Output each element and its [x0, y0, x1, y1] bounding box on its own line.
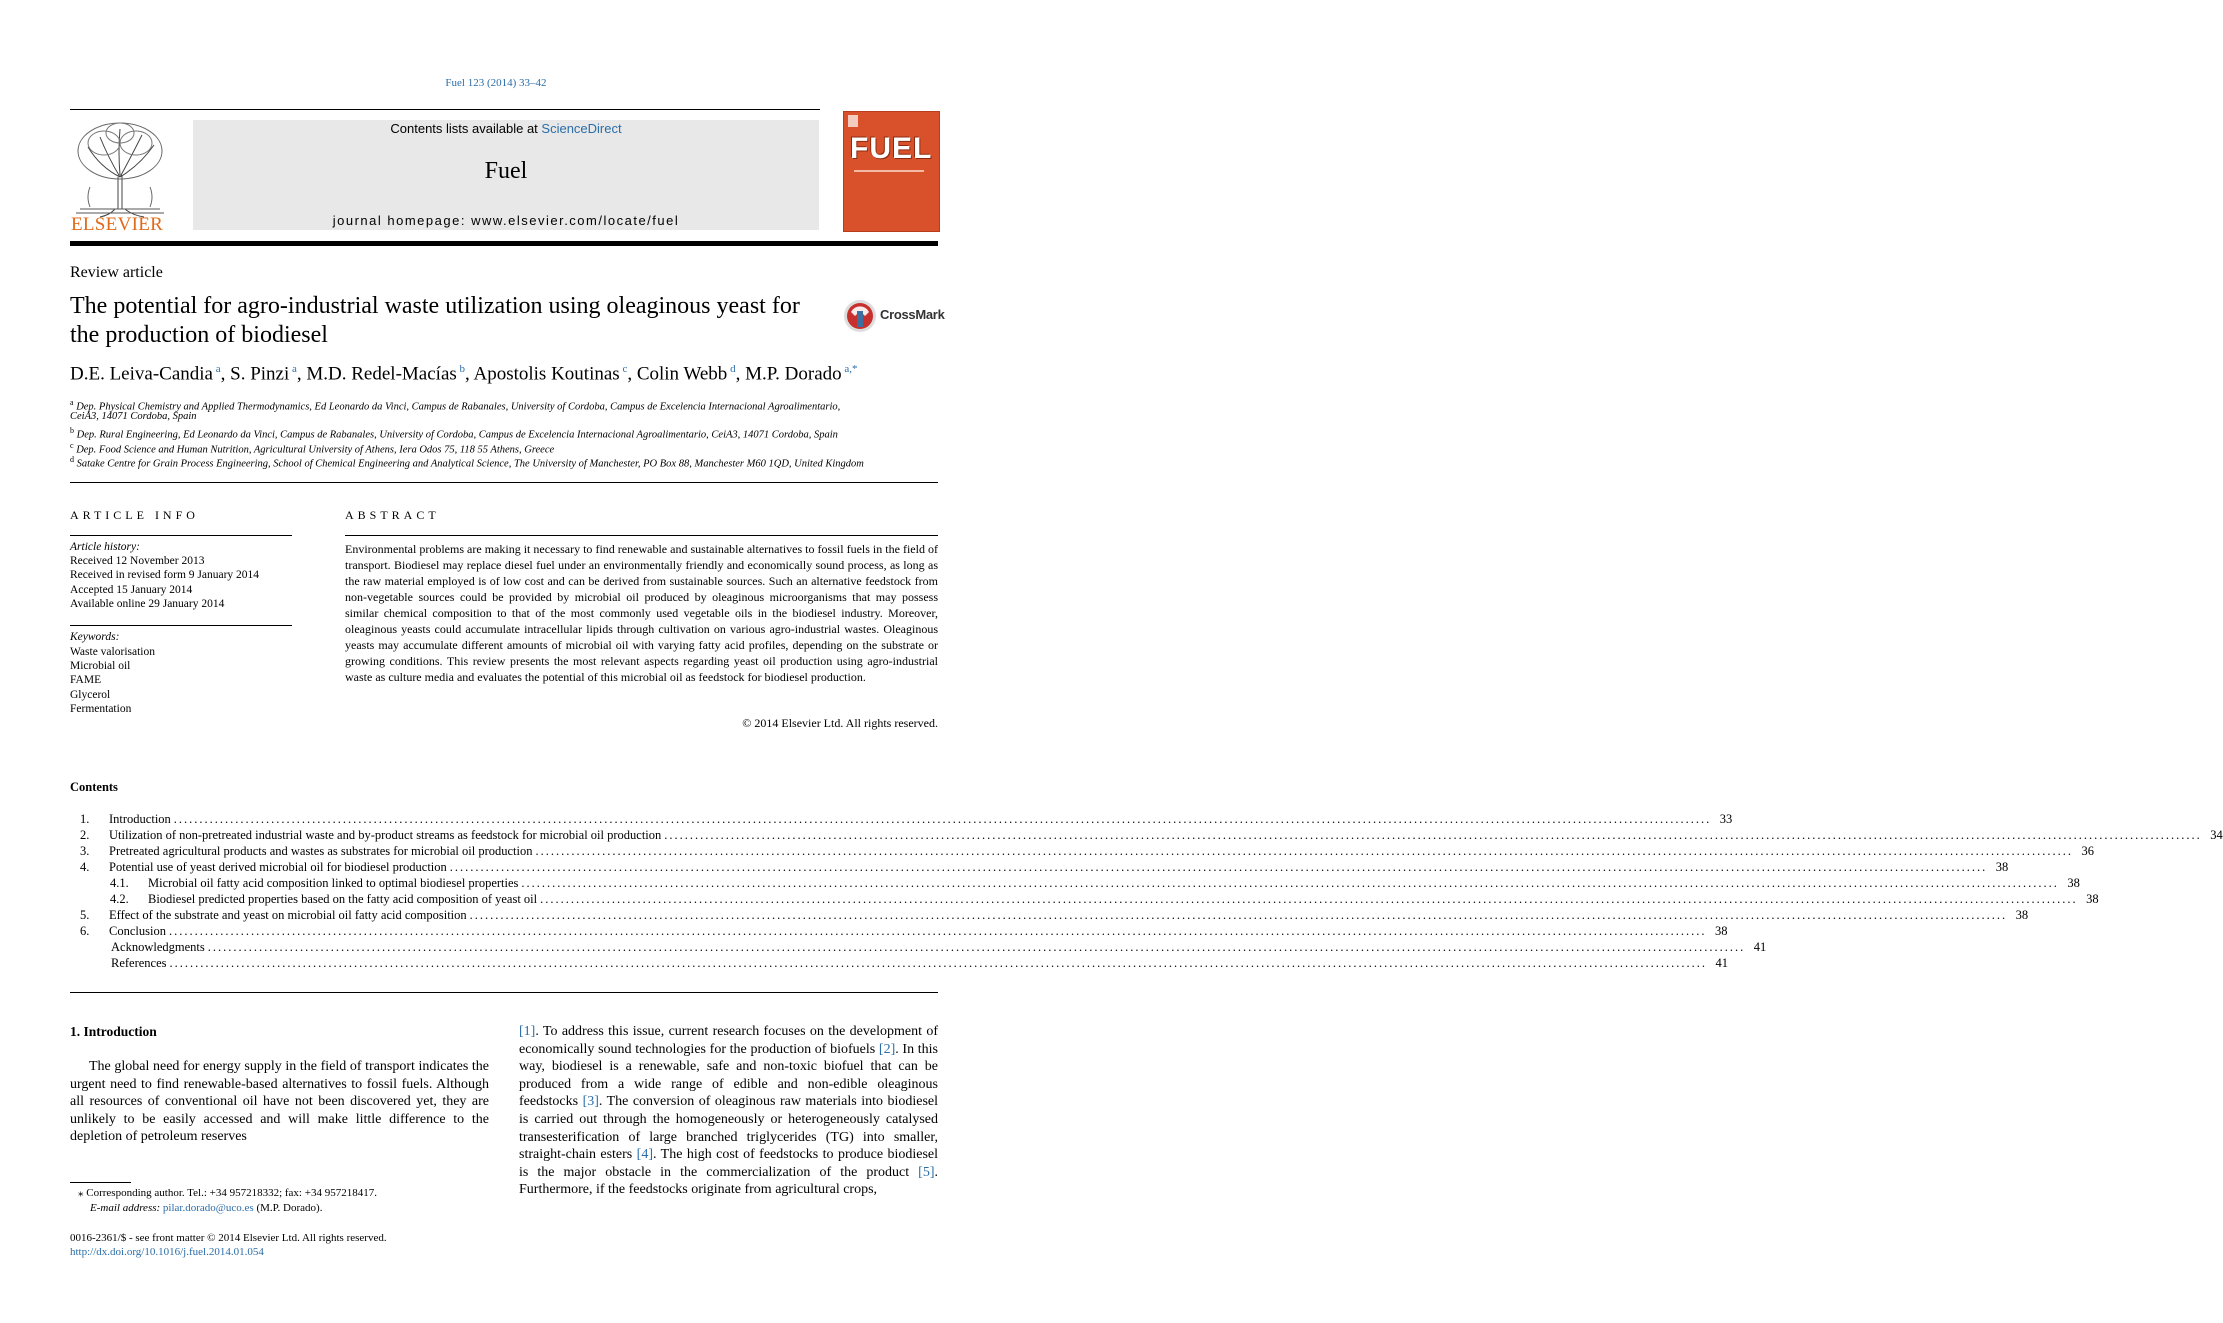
contents-prefix: Contents lists available at: [390, 121, 542, 136]
article-type: Review article: [70, 264, 163, 281]
abstract-heading: ABSTRACT: [345, 508, 440, 522]
toc-entry[interactable]: [70, 940, 1767, 956]
toc-label[interactable]: Effect of the substrate and yeast on microbial oil fatty acid composition: [109, 908, 467, 922]
toc-leader-dots: ............................................................................................................................................................................................................................................................................................................: [535, 844, 2073, 858]
toc-number: 6.: [80, 924, 90, 938]
history-received: Received 12 November 2013: [70, 555, 205, 567]
journal-homepage: [193, 213, 819, 228]
article-title: The potential for agro-industrial waste utilization using oleaginous yeast for the production of biodiesel: [70, 293, 800, 348]
email-note: [90, 1201, 322, 1216]
toc-entry[interactable]: [70, 860, 2009, 876]
toc-leader-dots: ............................................................................................................................................................................................................................................................................................................: [168, 924, 1707, 938]
divider: [345, 535, 938, 536]
elsevier-wordmark: ELSEVIER: [71, 214, 164, 235]
toc-number: 1.: [80, 812, 90, 826]
body-text: . Furthermore, if the feedstocks originate from agricultural crops,: [519, 1164, 938, 1198]
history-online: Available online 29 January 2014: [70, 598, 225, 610]
toc-page-number: 41: [1753, 940, 1767, 954]
article-history-label: Article history:: [70, 541, 140, 553]
footnote-divider: [70, 1182, 131, 1183]
author-name: M.D. Redel-Macías: [306, 363, 457, 385]
cover-subtitle-line: [854, 170, 924, 172]
toc-number: 5.: [80, 908, 90, 922]
email-link[interactable]: pilar.dorado@uco.es: [162, 1202, 254, 1214]
toc-page-number: 38: [2086, 892, 2099, 906]
corresponding-author-note: [78, 1186, 377, 1201]
toc-label[interactable]: Introduction: [109, 812, 171, 826]
elsevier-logo[interactable]: [70, 117, 172, 235]
affiliation-marker: a: [70, 398, 74, 407]
author-name: Apostolis Koutinas: [473, 363, 620, 385]
toc-label[interactable]: Conclusion: [109, 924, 166, 938]
keyword: Fermentation: [70, 703, 132, 715]
affiliation-marker: d: [70, 455, 74, 464]
toc-leader-dots: ............................................................................................................................................................................................................................................................................................................: [207, 940, 1746, 954]
keyword: FAME: [70, 674, 102, 686]
toc-page-number: 41: [1715, 956, 1729, 970]
affiliation-marker: c: [70, 441, 74, 450]
toc-entry[interactable]: [70, 844, 2094, 860]
toc-label[interactable]: Microbial oil fatty acid composition linked to optimal biodiesel properties: [148, 876, 519, 890]
email-suffix: (M.P. Dorado).: [253, 1202, 323, 1214]
author-affiliation-link[interactable]: a: [289, 363, 297, 375]
corresponding-text: Corresponding author. Tel.: +34 957218332; fax: +34 957218417.: [86, 1187, 377, 1199]
affiliation-text: CeiA3, 14071 Cordoba, Spain: [70, 411, 197, 422]
divider: [70, 625, 292, 626]
toc-label[interactable]: Potential use of yeast derived microbial oil for biodiesel production: [109, 860, 447, 874]
divider: [70, 482, 938, 483]
affiliation-d: [70, 453, 940, 472]
toc-leader-dots: ............................................................................................................................................................................................................................................................................................................: [169, 956, 1708, 970]
toc-label[interactable]: Pretreated agricultural products and wastes as substrates for microbial oil production: [109, 844, 533, 858]
author-affiliation-link[interactable]: d: [727, 363, 736, 375]
author-affiliation-link[interactable]: b: [456, 363, 466, 375]
email-label: E-mail address:: [90, 1202, 163, 1214]
toc-page-number: 38: [2067, 876, 2080, 890]
body-paragraph-left: The global need for energy supply in the field of transport indicates the urgent need to find renewable-based alternatives to fossil fuels. Although all resources of conventional oil have not been discovered yet, they are unlikely to be easily accessed and will make little difference to the depletion of petroleum reserves: [70, 1059, 489, 1145]
copyright-notice: © 2014 Elsevier Ltd. All rights reserved.: [742, 716, 938, 730]
toc-leader-dots: ............................................................................................................................................................................................................................................................................................................: [173, 812, 1712, 826]
toc-entry[interactable]: [70, 812, 1733, 828]
toc-entry[interactable]: [70, 956, 1729, 972]
contents-heading: Contents: [70, 780, 118, 794]
keywords-label: Keywords:: [70, 631, 120, 643]
journal-citation[interactable]: Fuel 123 (2014) 33–42: [445, 77, 547, 89]
toc-label[interactable]: Utilization of non-pretreated industrial waste and by-product streams as feedstock for microbial oil production: [109, 828, 662, 842]
cover-badge: [848, 115, 858, 127]
toc-leader-dots: ............................................................................................................................................................................................................................................................................................................: [521, 876, 2059, 890]
author-affiliation-link[interactable]: a,*: [841, 363, 858, 375]
toc-page-number: 38: [1714, 924, 1728, 938]
toc-page-number: 33: [1719, 812, 1733, 826]
toc-number: 4.1.: [110, 876, 129, 890]
homepage-url-link[interactable]: www.elsevier.com/locate/fuel: [471, 213, 680, 228]
history-revised: Received in revised form 9 January 2014: [70, 569, 260, 581]
citation-link[interactable]: [4]: [636, 1147, 653, 1163]
sciencedirect-link[interactable]: ScienceDirect: [541, 121, 622, 136]
toc-label[interactable]: References: [111, 956, 167, 970]
affiliation-text: Dep. Food Science and Human Nutrition, Agricultural University of Athens, Iera Odos 75, 118 55 Athens, Greece: [76, 444, 555, 456]
toc-page-number: 36: [2081, 844, 2094, 858]
asterisk-marker: ⁎: [78, 1187, 87, 1199]
contents-availability: [193, 121, 819, 136]
divider: [70, 535, 292, 536]
toc-entry[interactable]: [70, 924, 1728, 940]
toc-label[interactable]: Biodiesel predicted properties based on the fatty acid composition of yeast oil: [148, 892, 538, 906]
keyword: Glycerol: [70, 689, 111, 701]
toc-leader-dots: ............................................................................................................................................................................................................................................................................................................: [664, 828, 2202, 842]
toc-number: 3.: [80, 844, 90, 858]
body-text: . The high cost of feedstocks to produce biodiesel is the major obstacle in the commercialization of the product: [519, 1147, 938, 1180]
author-name: S. Pinzi: [230, 363, 290, 385]
author-name: Colin Webb: [636, 363, 728, 385]
toc-leader-dots: ............................................................................................................................................................................................................................................................................................................: [540, 892, 2078, 906]
doi-link[interactable]: http://dx.doi.org/10.1016/j.fuel.2014.01.054: [70, 1246, 264, 1258]
citation-link[interactable]: [3]: [582, 1094, 599, 1110]
body-text: . The conversion of oleaginous raw materials into biodiesel is carried out through the homogeneously or heterogeneously catalysed transesterification of large branched triglycerides (TG) into smaller, straight-chain esters: [519, 1094, 938, 1163]
toc-number: 2.: [80, 828, 90, 842]
history-accepted: Accepted 15 January 2014: [70, 584, 193, 596]
section-heading-introduction: 1. Introduction: [70, 1024, 157, 1039]
homepage-prefix: journal homepage:: [332, 213, 472, 228]
body-text: . In this way, biodiesel is a renewable, safe and non-toxic biofuel that can be produced from a wide range of edible and non-edible oleaginous feedstocks: [519, 1041, 938, 1110]
issn-line: 0016-2361/$ - see front matter © 2014 Elsevier Ltd. All rights reserved.: [70, 1232, 387, 1244]
cover-title: FUEL: [850, 132, 933, 165]
author-affiliation-link[interactable]: a: [212, 363, 221, 375]
toc-number: 4.: [80, 860, 90, 874]
toc-entry[interactable]: [70, 876, 2080, 892]
toc-page-number: 38: [1995, 860, 2009, 874]
toc-page-number: 38: [2015, 908, 2029, 922]
citation-link[interactable]: [5]: [918, 1164, 935, 1180]
abstract-text: Environmental problems are making it necessary to find renewable and sustainable alternatives to fossil fuels in the field of transport. Biodiesel may replace diesel fuel under an environmentally friendly and economically sound process, as long as the raw material employed is of low cost and can be derived from sustainable sources. Such an alternative feedstock from non-vegetable sources could be provided by microbial oil produced by oleaginous microorganisms that may possess similar chemical composition to that of the most commonly used vegetable oils in the biodiesel industry. Moreover, oleaginous yeasts could accumulate intracellular lipids through cultivation on various agro-industrial wastes. Oleaginous yeasts may accumulate different amounts of microbial oil with varying fatty acid profiles, depending on the substrate or growing conditions. This review presents the most relevant aspects regarding yeast oil production using agro-industrial waste as culture media and evaluates the potential of this microbial oil as feedstock for biodiesel production.: [345, 542, 938, 684]
divider-thick: [70, 241, 938, 246]
author-name: M.P. Dorado: [745, 363, 842, 385]
toc-number: 4.2.: [110, 892, 129, 906]
affiliation-text: Dep. Physical Chemistry and Applied Thermodynamics, Ed Leonardo da Vinci, Campus de Rabanales, University of Cordoba, Campus de Excelencia Internacional Agroalimentario,: [76, 401, 841, 413]
journal-cover-thumbnail[interactable]: [843, 111, 940, 232]
citation-link[interactable]: [1]: [519, 1024, 536, 1039]
toc-page-number: 34: [2210, 828, 2223, 842]
divider: [70, 109, 820, 110]
journal-name: Fuel: [484, 158, 528, 184]
body-paragraph-right: [519, 1023, 938, 1199]
author-affiliation-link[interactable]: c: [619, 363, 628, 375]
author-list: D.E. Leiva-Candia $^a$, S. Pinzi $^a$, M.D. Redel-Macías $^b$, Apostolis Koutinas $^c$, Colin Webb $^d$, M.P. Dorado $^{a,*}$: [70, 363, 858, 385]
affiliation-marker: b: [70, 426, 74, 435]
affiliation-text: Satake Centre for Grain Process Engineering, School of Chemical Engineering and Analytical Science, The University of Manchester, PO Box 88, Manchester M60 1QD, United Kingdom: [76, 458, 864, 470]
divider: [70, 992, 938, 993]
toc-entry[interactable]: [70, 892, 2099, 908]
toc-leader-dots: ............................................................................................................................................................................................................................................................................................................: [469, 908, 2008, 922]
author-name: D.E. Leiva-Candia: [70, 363, 213, 385]
article-info-heading: ARTICLE INFO: [70, 508, 199, 522]
toc-entry[interactable]: [70, 908, 2029, 924]
body-text: . To address this issue, current research focuses on the development of economically sound technologies for the production of biofuels: [519, 1024, 938, 1057]
crossmark-label[interactable]: CrossMark: [880, 307, 945, 322]
toc-entry[interactable]: [70, 828, 2223, 844]
keyword: Waste valorisation: [70, 646, 155, 658]
citation-link[interactable]: [2]: [878, 1041, 896, 1057]
toc-leader-dots: ............................................................................................................................................................................................................................................................................................................: [449, 860, 1988, 874]
toc-label[interactable]: Acknowledgments: [111, 940, 205, 954]
keyword: Microbial oil: [70, 660, 131, 672]
affiliation-a-cont: [70, 410, 940, 424]
affiliation-text: Dep. Rural Engineering, Ed Leonardo da Vinci, Campus de Rabanales, University of Cordoba, Campus de Excelencia Internacional Agroalimentario, CeiA3, 14071 Cordoba, Spain: [76, 429, 838, 441]
